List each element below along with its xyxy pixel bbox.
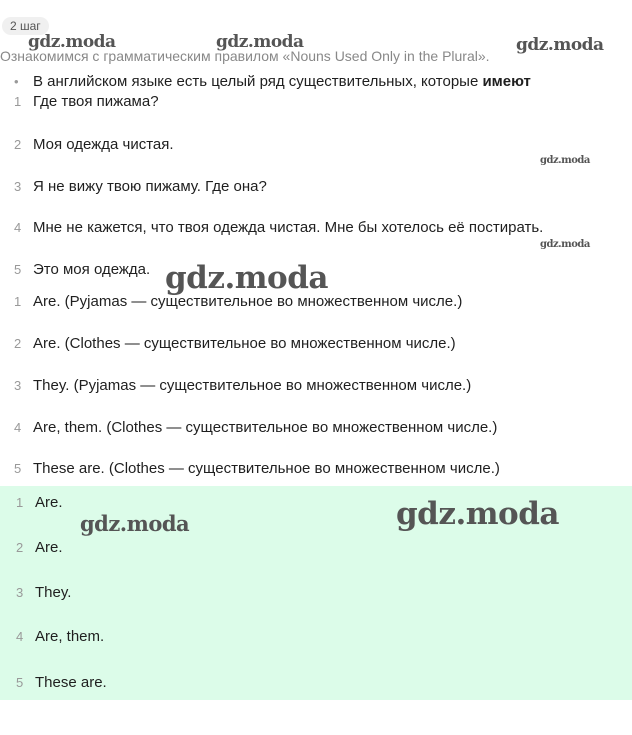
explanation-item: [14, 419, 497, 436]
task-item: [14, 261, 150, 278]
item-text: These are. (Clothes — существительное во множественном числе.): [33, 460, 500, 477]
task-item: [14, 93, 159, 110]
item-number: 2: [14, 137, 22, 152]
task-item: [14, 219, 543, 236]
intro-text: Ознакомимся с грамматическим правилом «Nouns Used Only in the Plural».: [0, 48, 490, 64]
item-text: They.: [35, 584, 72, 601]
item-text: They. (Pyjamas — существительное во множественном числе.): [33, 377, 472, 394]
watermark: gdz.moda: [216, 32, 304, 52]
item-number: 5: [14, 461, 22, 476]
answers-item: [16, 628, 104, 645]
item-number: 1: [14, 294, 22, 309]
explanation-item: [14, 460, 500, 477]
bullet-icon: •: [14, 74, 19, 89]
watermark: gdz.moda: [516, 35, 604, 55]
watermark: gdz.moda: [540, 155, 590, 166]
step-badge: 2 шаг: [2, 17, 49, 35]
answers-item: [16, 539, 63, 556]
item-number: 5: [14, 262, 22, 277]
item-number: 2: [16, 540, 24, 555]
watermark: gdz.moda: [396, 496, 559, 532]
item-text: Are.: [35, 539, 63, 556]
item-number: 3: [14, 378, 22, 393]
item-text: Мне не кажется, что твоя одежда чистая. Мне бы хотелось её постирать.: [33, 219, 544, 236]
item-text: Are.: [35, 494, 63, 511]
item-number: 3: [16, 585, 24, 600]
item-text: Это моя одежда.: [33, 261, 151, 278]
bullet-item: • В английском языке есть целый ряд существительных, которые имеют: [14, 73, 531, 90]
watermark: gdz.moda: [165, 260, 328, 296]
item-number: 1: [16, 495, 24, 510]
item-text: Are, them. (Clothes — существительное во множественном числе.): [33, 419, 498, 436]
item-number: 5: [16, 675, 24, 690]
item-number: 1: [14, 94, 22, 109]
watermark: gdz.moda: [540, 239, 590, 250]
item-text: Где твоя пижама?: [33, 93, 159, 110]
explanation-item: [14, 335, 456, 352]
item-number: 4: [16, 629, 24, 644]
item-number: 4: [14, 420, 22, 435]
item-text: Are. (Pyjamas — существительное во множественном числе.): [33, 293, 463, 310]
item-number: 3: [14, 179, 22, 194]
item-text: These are.: [35, 674, 107, 691]
task-item: [14, 178, 267, 195]
watermark: gdz.moda: [80, 511, 190, 536]
answers-item: [16, 584, 71, 601]
item-text: Я не вижу твою пижаму. Где она?: [33, 178, 267, 195]
item-number: 2: [14, 336, 22, 351]
item-number: 4: [14, 220, 22, 235]
explanation-item: [14, 377, 471, 394]
item-text: Are. (Clothes — существительное во множественном числе.): [33, 335, 456, 352]
item-text: Моя одежда чистая.: [33, 136, 174, 153]
item-text: Are, them.: [35, 628, 105, 645]
answers-item: [16, 674, 107, 691]
watermark: gdz.moda: [28, 32, 116, 52]
task-item: [14, 136, 174, 153]
answers-item: [16, 494, 63, 511]
